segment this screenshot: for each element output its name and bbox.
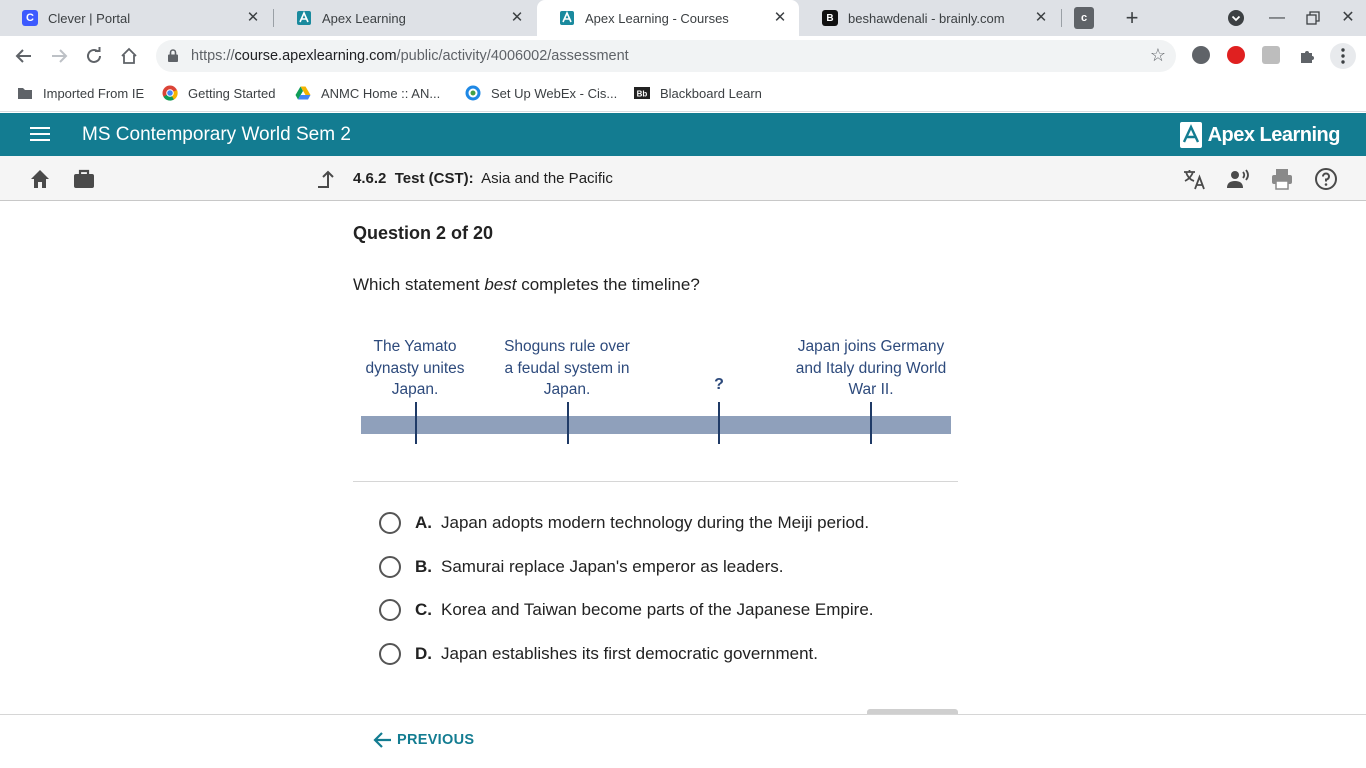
choice-letter: D. bbox=[415, 644, 432, 663]
question-counter: Question 2 of 20 bbox=[353, 223, 494, 243]
apex-icon bbox=[559, 10, 575, 26]
choice-letter: C. bbox=[415, 600, 432, 619]
activity-kind: Test (CST): bbox=[394, 170, 474, 187]
tab-apex-courses[interactable] bbox=[537, 0, 799, 36]
radio-button[interactable] bbox=[379, 512, 401, 534]
app-header bbox=[0, 113, 1366, 156]
choice-text: Japan adopts modern technology during the Meiji period. bbox=[441, 513, 870, 532]
chrome-icon bbox=[162, 85, 178, 101]
brainly-icon: B bbox=[822, 10, 838, 26]
timeline-figure bbox=[353, 330, 959, 450]
timeline-bar bbox=[361, 416, 951, 434]
home-icon[interactable] bbox=[117, 44, 141, 68]
bookmark-webex[interactable] bbox=[465, 85, 617, 101]
stop-extension-icon[interactable] bbox=[1227, 46, 1245, 64]
choice-text: Japan establishes its first democratic government. bbox=[441, 644, 819, 663]
choice-text: Korea and Taiwan become parts of the Japanese Empire. bbox=[441, 600, 874, 619]
radio-button[interactable] bbox=[379, 556, 401, 578]
close-icon[interactable]: ✕ bbox=[510, 9, 524, 26]
activity-name: Asia and the Pacific bbox=[481, 170, 613, 187]
print-icon[interactable] bbox=[1270, 167, 1294, 191]
timeline-tick bbox=[718, 402, 720, 444]
close-icon[interactable]: ✕ bbox=[246, 9, 260, 26]
activity-breadcrumb bbox=[353, 170, 613, 187]
radio-button[interactable] bbox=[379, 599, 401, 621]
divider bbox=[353, 481, 958, 482]
timeline-label-shoguns: Shoguns rule over a feudal system in Japan. bbox=[504, 338, 630, 398]
timeline-tick bbox=[870, 402, 872, 444]
bookmark-label: ANMC Home :: AN... bbox=[321, 85, 441, 101]
tab-pinned-c[interactable] bbox=[1062, 0, 1106, 36]
briefcase-icon[interactable] bbox=[72, 167, 96, 191]
choice-letter: B. bbox=[415, 557, 432, 576]
url-text: https://course.apexlearning.com/public/activity/4006002/assessment bbox=[191, 48, 629, 64]
c-icon: c bbox=[1074, 7, 1094, 29]
answer-choice-b[interactable] bbox=[379, 554, 783, 580]
apex-learning-logo bbox=[1180, 122, 1340, 148]
home-icon[interactable] bbox=[28, 167, 52, 191]
minimize-icon[interactable]: — bbox=[1269, 9, 1285, 26]
close-icon[interactable]: ✕ bbox=[1034, 9, 1048, 26]
bookmarks-bar bbox=[0, 76, 1366, 112]
radio-button[interactable] bbox=[379, 643, 401, 665]
timeline-label-yamato: The Yamato dynasty unites Japan. bbox=[365, 338, 465, 398]
bookmark-imported-from-ie[interactable] bbox=[17, 85, 144, 101]
new-tab-icon[interactable]: + bbox=[1125, 5, 1139, 30]
address-bar[interactable] bbox=[156, 40, 1176, 72]
timeline-label-wwii: Japan joins Germany and Italy during World War II. bbox=[795, 338, 947, 398]
choice-letter: A. bbox=[415, 513, 432, 532]
answer-choice-c[interactable] bbox=[379, 597, 874, 623]
extension-circle-icon[interactable] bbox=[1192, 46, 1210, 64]
back-icon[interactable] bbox=[12, 44, 36, 68]
prompt-emphasis: best bbox=[484, 275, 517, 294]
bookmark-label: Set Up WebEx - Cis... bbox=[491, 85, 618, 101]
r-extension-icon[interactable] bbox=[1262, 46, 1280, 64]
bookmark-blackboard[interactable] bbox=[634, 85, 762, 101]
bookmark-label: Imported From IE bbox=[43, 85, 145, 101]
up-arrow-icon[interactable] bbox=[314, 167, 338, 191]
bookmark-label: Getting Started bbox=[188, 85, 276, 101]
restore-icon[interactable] bbox=[1302, 8, 1324, 28]
tab-clever[interactable] bbox=[0, 0, 272, 36]
puzzle-icon[interactable] bbox=[1295, 44, 1319, 68]
clever-icon: C bbox=[22, 10, 38, 26]
svg-text:Bb: Bb bbox=[636, 89, 648, 99]
apex-logo-icon bbox=[1180, 122, 1202, 148]
logo-text: Apex Learning bbox=[1207, 123, 1340, 146]
lock-icon bbox=[168, 49, 178, 62]
help-icon[interactable] bbox=[1314, 167, 1338, 191]
activity-number: 4.6.2 bbox=[353, 170, 387, 187]
tab-title: Clever | Portal bbox=[48, 10, 131, 26]
close-icon[interactable]: ✕ bbox=[773, 9, 787, 26]
choice-text: Samurai replace Japan's emperor as leaders. bbox=[441, 557, 784, 576]
folder-icon bbox=[17, 85, 33, 101]
tab-search-icon[interactable] bbox=[1225, 8, 1247, 28]
previous-button[interactable] bbox=[373, 731, 474, 749]
webex-icon bbox=[465, 85, 481, 101]
footer-bar bbox=[0, 714, 1366, 768]
answer-choice-a[interactable] bbox=[379, 510, 869, 536]
forward-icon[interactable] bbox=[47, 44, 71, 68]
tab-strip bbox=[0, 0, 1366, 36]
close-window-icon[interactable]: ✕ bbox=[1341, 9, 1355, 26]
bookmark-getting-started[interactable] bbox=[162, 85, 275, 101]
previous-label: PREVIOUS bbox=[397, 732, 475, 748]
answer-choice-d[interactable] bbox=[379, 641, 818, 667]
blackboard-icon bbox=[634, 85, 650, 101]
tab-title: Apex Learning bbox=[322, 10, 406, 26]
tab-title: beshawdenali - brainly.com bbox=[848, 10, 1005, 26]
menu-icon[interactable] bbox=[30, 127, 50, 141]
course-title: MS Contemporary World Sem 2 bbox=[82, 124, 351, 145]
browser-toolbar bbox=[0, 36, 1366, 76]
tab-title: Apex Learning - Courses bbox=[585, 10, 729, 26]
read-aloud-icon[interactable] bbox=[1226, 167, 1250, 191]
menu-kebab-icon[interactable] bbox=[1330, 43, 1356, 69]
activity-bar bbox=[0, 156, 1366, 201]
drive-icon bbox=[295, 85, 311, 101]
bookmark-label: Blackboard Learn bbox=[660, 85, 762, 101]
bookmark-anmc-home[interactable] bbox=[295, 85, 440, 101]
tab-brainly[interactable] bbox=[800, 0, 1060, 36]
bookmark-star-icon[interactable]: ☆ bbox=[1149, 45, 1166, 65]
tab-apex-learning[interactable] bbox=[274, 0, 536, 36]
timeline-tick bbox=[415, 402, 417, 444]
apex-icon bbox=[296, 10, 312, 26]
timeline-label-unknown: ? bbox=[714, 376, 724, 393]
timeline-tick bbox=[567, 402, 569, 444]
question-prompt: Which statement best completes the timeline? bbox=[353, 275, 700, 294]
arrow-left-icon bbox=[373, 731, 393, 749]
translate-icon[interactable] bbox=[1182, 167, 1206, 191]
reload-icon[interactable] bbox=[82, 44, 106, 68]
